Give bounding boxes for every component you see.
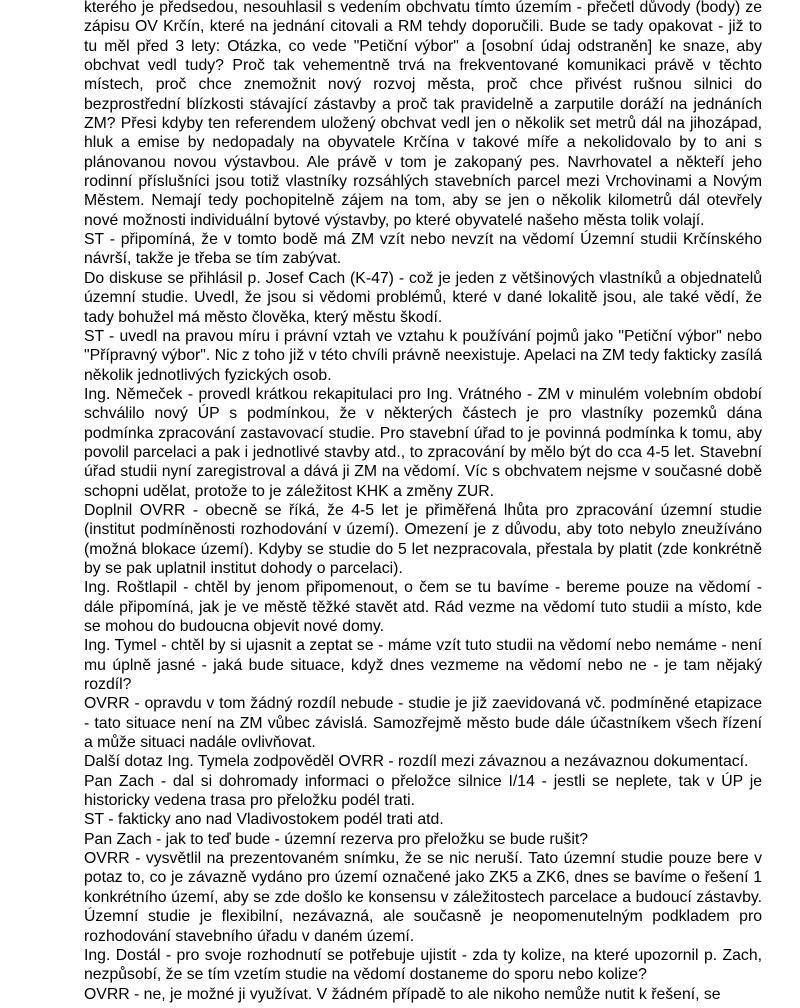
paragraph-ovrr-answer: OVRR - opravdu v tom žádný rozdíl nebude - studie je již zaevidovaná vč. podmíněné etapizace - tato situace není na ZM vůbec závislá. Samozřejmě město bude dále účastníkem všech řízení a může situaci nadále ovlivňovat.	[84, 695, 762, 752]
document-page	[84, 0, 762, 1004]
paragraph-st-legal: ST - uvedl na pravou míru i právní vztah ve vztahu k používání pojmů jako "Petiční výbor" nebo "Přípravný výbor". Nic z toho již v této chvíli právně neexistuje. Apelaci na ZM tedy fakticky zasílá několik jednotlivých fyzických osob.	[84, 327, 762, 384]
paragraph-rostlapil: Ing. Roštlapil - chtěl by jenom připomenout, o čem se tu bavíme - bereme pouze na vědomí - dále připomíná, jak je ve městě těžké stavět atd. Rád vezme na vědomí tuto studii a místo, kde se mohou do budoucna objevit nové domy.	[84, 579, 762, 635]
paragraph-opening: kterého je předsedou, nesouhlasil s vedením obchvatu tímto územím - přečetl důvody (body) ze zápisu OV Krčín, které na jednání citovali a RM tehdy doporučili. Bude se tady opakovat - již to tu měl před 3 lety: Otázka, co vede "Petiční výbor" a [osobní údaj odstraněn] ke snaze, aby obchvat vedl tudy? Proč tak vehementně trvá na frekventované komunikaci právě v těchto místech, proč chce znemožnit nový rozvoj města, proč chce přivést rušnou silnici do bezprostřední blízkosti stávající zástavby a proč tak pravidelně a zarputile doráží na jednáních ZM? Přesi kdyby ten referendem uložený obchvat vedl jen o několik set metrů dál na jihozápad, hluk a emise by nedopadaly na obyvatele Krčína v takové míře a nekolidovalo by to ani s plánovanou novou výstavbou. Ale právě v tom je zakopaný pes. Navrhovatel a někteří jeho rodinní příslušníci jsou totiž vlastníky rozsáhlých stavebních parcel mezi Vrchovinami a Novým Městem. Nemají tedy pochopitelně zájem na tom, aby se jen o několik kilometrů dál otevřely nové možnosti individuální bytové výstavby, po které obyvatelé našeho města tolik volají.	[84, 0, 762, 229]
paragraph-ovrr-final: OVRR - ne, je možné ji využívat. V žádném případě to ale nikoho nemůže nutit k řešení, se	[84, 985, 721, 1003]
paragraph-st-reminder: ST - připomíná, že v tomto bodě má ZM vzít nebo nevzít na vědomí Územní studii Krčínského návrší, takže je třeba se tím zabývat.	[84, 231, 762, 268]
paragraph-ovrr-explanation: OVRR - vysvětlil na prezentovaném snímku, že se nic neruší. Tato územní studie pouze bere v potaz to, co je závazně vydáno pro území označené jako ZK5 a ZK6, dnes se bavíme o řešení 1 konkrétního území, aby se zde došlo ke konsensu v záležitostech parcelace a budoucí zástavby. Územní studie je flexibilní, nezávazná, ale současně je neopomenutelným podkladem pro rozhodování stavebního úřadu v daném území.	[84, 850, 762, 945]
paragraph-cach: Do diskuse se přihlásil p. Josef Cach (K-47) - což je jeden z většinových vlastníků a objednatelů územní studie. Uvedl, že jsou si vědomi problémů, které v dané lokalitě jsou, ale také vědí, že tady bohužel má město člověka, který městu škodí.	[84, 269, 762, 326]
paragraph-zach-reserve: Pan Zach - jak to teď bude - územní rezerva pro přeložku se bude rušit?	[84, 830, 589, 848]
paragraph-nemecek: Ing. Němeček - provedl krátkou rekapitulaci pro Ing. Vrátného - ZM v minulém volebním období schválilo nový ÚP s podmínkou, že v některých částech je pro vlastníky pozemků dána podmínka zpracování zastavovací studie. Pro stavební úřad to je povinná podmínka k tomu, aby povolil parcelaci a pak i jednotlivé stavby atd., to zpracování by mělo být do cca 4-5 let. Stavební úřad studii nyní zaregistroval a dává ji ZM na vědomí. Víc s obchvatem nejsme v současné době schopni udělat, protože to je záležitost KHK a změny ZUR.	[84, 385, 762, 500]
paragraph-dostal: Ing. Dostál - pro svoje rozhodnutí se potřebuje ujistit - zda ty kolize, na které upozornil p. Zach, nezpůsobí, že se tím vzetím studie na vědomí dostaneme do sporu nebo kolize?	[84, 946, 762, 984]
paragraph-tymel-followup: Další dotaz Ing. Tymela zodpověděl OVRR - rozdíl mezi závaznou a nezávaznou dokumentací.	[84, 753, 749, 771]
paragraph-st-vladivostok: ST - fakticky ano nad Vladivostokem podél trati atd.	[84, 811, 444, 829]
paragraph-tymel-question: Ing. Tymel - chtěl by si ujasnit a zeptat se - máme vzít tuto studii na vědomí nebo nemáme - není mu úplně jasné - jaká bude situace, když dnes vezmeme na vědomí nebo ne - je tam nějaký rozdíl?	[84, 637, 762, 694]
paragraph-ovrr-deadline: Doplnil OVRR - obecně se říká, že 4-5 let je přiměřená lhůta pro zpracování územní studie (institut podmíněnosti rozhodování v území). Omezení je z důvodu, aby toto nebylo zneužíváno (možná blokace území). Kdyby se studie do 5 let nezpracovala, přestala by platit (zde konkrétně by se pak uplatnil institut dohody o parcelaci).	[84, 501, 762, 577]
paragraph-zach-bypass: Pan Zach - dal si dohromady informaci o přeložce silnice I/14 - jestli se neplete, tak v ÚP je historicky vedena trasa pro přeložku podél trati.	[84, 772, 762, 810]
